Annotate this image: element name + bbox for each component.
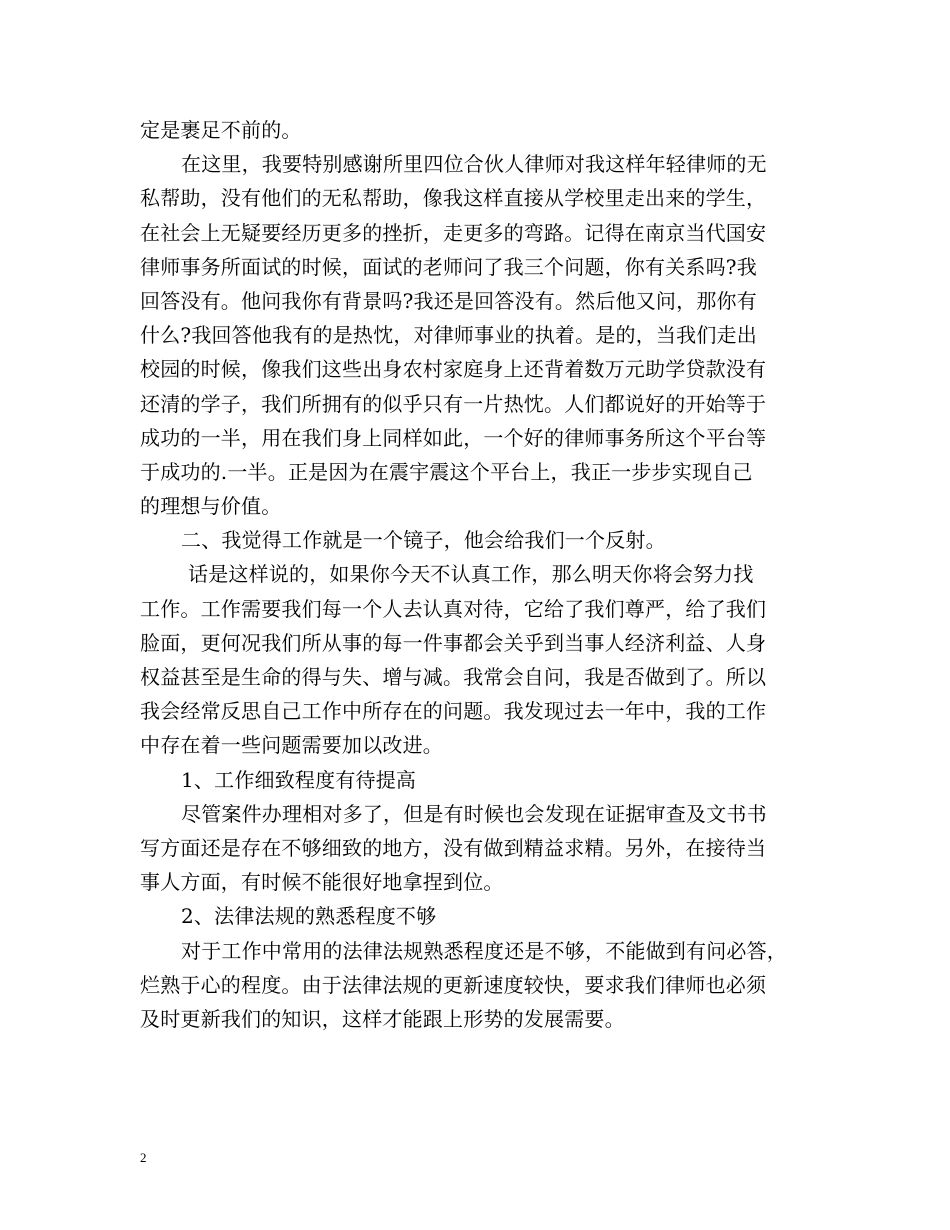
paragraph-first-line: 尽管案件办理相对多了，但是有时候也会发现在证据审查及文书书 — [181, 801, 767, 826]
paragraph-first-line: 话是这样说的，如果你今天不认真工作，那么明天你将会努力找 — [188, 562, 754, 587]
text-line: 写方面还是存在不够细致的地方，没有做到精益求精。另外，在接待当 — [140, 835, 767, 860]
subsection-heading: 1、工作细致程度有待提高 — [181, 767, 417, 792]
text-line: 于成功的.一半。正是因为在震宇震这个平台上，我正一步步实现自己 — [140, 459, 753, 484]
paragraph-first-line: 在这里，我要特别感谢所里四位合伙人律师对我这样年轻律师的无 — [181, 152, 767, 177]
text-line: 定是裹足不前的。 — [140, 118, 302, 142]
text-line: 中存在着一些问题需要加以改进。 — [140, 733, 443, 758]
text-line: 律师事务所面试的时候，面试的老师问了我三个问题，你有关系吗?我 — [140, 254, 757, 279]
paragraph-first-line: 对于工作中常用的法律法规熟悉程度还是不够，不能做到有问必答， — [181, 938, 787, 963]
text-line: 的理想与价值。 — [140, 494, 282, 519]
section-heading: 二、我觉得工作就是一个镜子，他会给我们一个反射。 — [181, 528, 666, 553]
text-line: 及时更新我们的知识，这样才能跟上形势的发展需要。 — [140, 1006, 625, 1031]
text-line: 回答没有。他问我你有背景吗?我还是回答没有。然后他又问，那你有 — [140, 288, 757, 313]
text-line: 私帮助，没有他们的无私帮助，像我这样直接从学校里走出来的学生， — [140, 186, 767, 211]
text-line: 成功的一半，用在我们身上同样如此，一个好的律师事务所这个平台等 — [140, 425, 767, 450]
text-line: 事人方面，有时候不能很好地拿捏到位。 — [140, 870, 504, 895]
text-line: 什么?我回答他我有的是热忱，对律师事业的执着。是的，当我们走出 — [140, 323, 757, 348]
text-line: 权益甚至是生命的得与失、增与减。我常会自问，我是否做到了。所以 — [140, 665, 767, 689]
text-line: 我会经常反思自己工作中所存在的问题。我发现过去一年中，我的工作 — [140, 699, 767, 724]
text-line: 校园的时候，像我们这些出身农村家庭身上还背着数万元助学贷款没有 — [140, 357, 767, 382]
text-line: 脸面，更何况我们所从事的每一件事都会关乎到当事人经济利益、人身 — [140, 630, 767, 655]
text-line: 在社会上无疑要经历更多的挫折，走更多的弯路。记得在南京当代国安 — [140, 220, 767, 245]
text-line: 工作。工作需要我们每一个人去认真对待，它给了我们尊严，给了我们 — [140, 596, 767, 621]
subsection-heading: 2、法律法规的熟悉程度不够 — [181, 904, 437, 929]
body-text — [140, 113, 830, 1036]
text-line: 还清的学子，我们所拥有的似乎只有一片热忱。人们都说好的开始等于 — [140, 391, 767, 416]
text-line: 烂熟于心的程度。由于法律法规的更新速度较快，要求我们律师也必须 — [140, 972, 767, 997]
page-number: 2 — [140, 1150, 147, 1165]
